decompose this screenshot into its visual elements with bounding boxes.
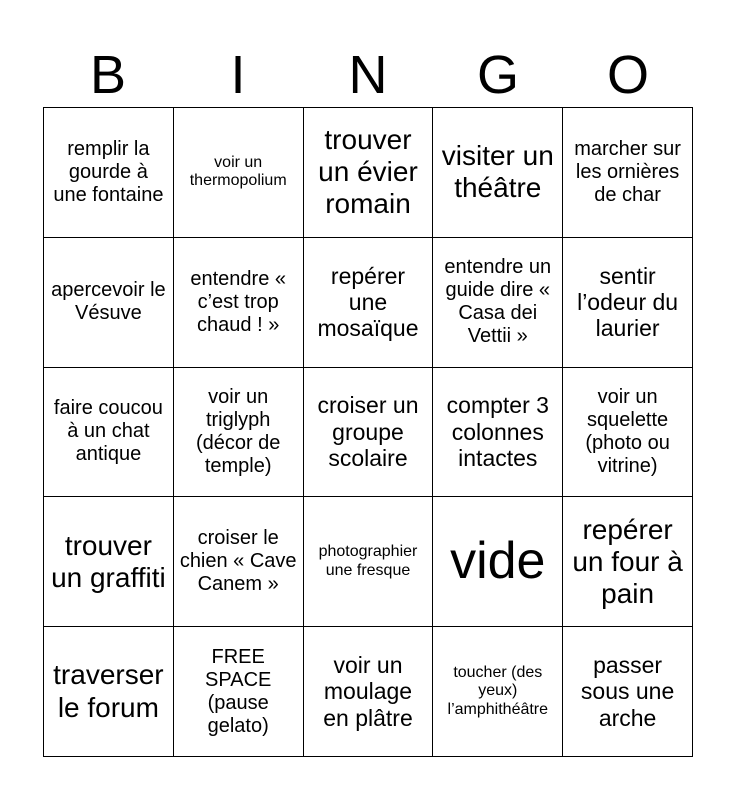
- bingo-cell[interactable]: [44, 108, 174, 238]
- bingo-cell[interactable]: [563, 627, 693, 757]
- bingo-cell[interactable]: [44, 238, 174, 368]
- cell-label: traverser le forum: [53, 659, 164, 723]
- bingo-cell[interactable]: [304, 368, 434, 498]
- bingo-cell[interactable]: [563, 368, 693, 498]
- bingo-cell[interactable]: [174, 497, 304, 627]
- cell-label: entendre un guide dire « Casa dei Vettii »: [444, 256, 552, 348]
- cell-label: sentir l’odeur du laurier: [577, 262, 679, 342]
- cell-label: compter 3 colonnes intactes: [446, 392, 549, 472]
- cell-label: voir un moulage en plâtre: [323, 651, 413, 731]
- cell-label: marcher sur les ornières de char: [574, 137, 681, 206]
- bingo-cell[interactable]: [433, 368, 563, 498]
- bingo-cell[interactable]: [174, 627, 304, 757]
- cell-label: voir un thermopolium: [189, 154, 287, 190]
- bingo-grid: [43, 107, 693, 757]
- cell-label: trouver un évier romain: [318, 124, 418, 220]
- bingo-cell[interactable]: [304, 497, 434, 627]
- bingo-cell[interactable]: [563, 497, 693, 627]
- bingo-title: [43, 38, 693, 112]
- cell-label: photographier une fresque: [318, 543, 418, 579]
- cell-label: voir un squelette (photo ou vitrine): [585, 385, 670, 477]
- bingo-cell[interactable]: [174, 238, 304, 368]
- cell-label: repérer une mosaïque: [317, 262, 419, 342]
- cell-label: trouver un graffiti: [51, 529, 166, 593]
- cell-label: croiser le chien « Cave Canem »: [179, 527, 297, 596]
- bingo-cell[interactable]: [563, 238, 693, 368]
- bingo-cell[interactable]: [563, 108, 693, 238]
- bingo-cell[interactable]: [174, 108, 304, 238]
- cell-label: repérer un four à pain: [572, 513, 683, 609]
- bingo-cell[interactable]: [304, 627, 434, 757]
- bingo-cell-center[interactable]: [433, 497, 563, 627]
- bingo-cell[interactable]: [433, 627, 563, 757]
- bingo-cell[interactable]: [44, 627, 174, 757]
- bingo-cell[interactable]: [304, 108, 434, 238]
- cell-label: passer sous une arche: [580, 651, 675, 731]
- bingo-cell[interactable]: [44, 497, 174, 627]
- cell-label: apercevoir le Vésuve: [51, 279, 166, 325]
- title-letter-o: O: [606, 45, 649, 105]
- bingo-cell[interactable]: [304, 238, 434, 368]
- title-letter-g: G: [476, 45, 519, 105]
- bingo-cell[interactable]: [174, 368, 304, 498]
- title-letter-n: N: [348, 45, 388, 105]
- cell-label: vide: [450, 531, 546, 590]
- cell-label: visiter un théâtre: [441, 140, 554, 204]
- bingo-cell[interactable]: [433, 238, 563, 368]
- title-letter-i: I: [230, 45, 246, 105]
- cell-label: faire coucou à un chat antique: [53, 397, 163, 466]
- cell-label: croiser un groupe scolaire: [317, 392, 419, 472]
- bingo-cell[interactable]: [433, 108, 563, 238]
- cell-label: remplir la gourde à une fontaine: [53, 137, 164, 206]
- bingo-cell[interactable]: [44, 368, 174, 498]
- title-letter-b: B: [89, 45, 127, 105]
- cell-label: toucher (des yeux) l’amphithéâtre: [447, 664, 549, 718]
- cell-label: voir un triglyph (décor de temple): [195, 385, 281, 477]
- cell-label: FREE SPACE (pause gelato): [205, 645, 272, 737]
- cell-label: entendre « c’est trop chaud ! »: [190, 267, 287, 336]
